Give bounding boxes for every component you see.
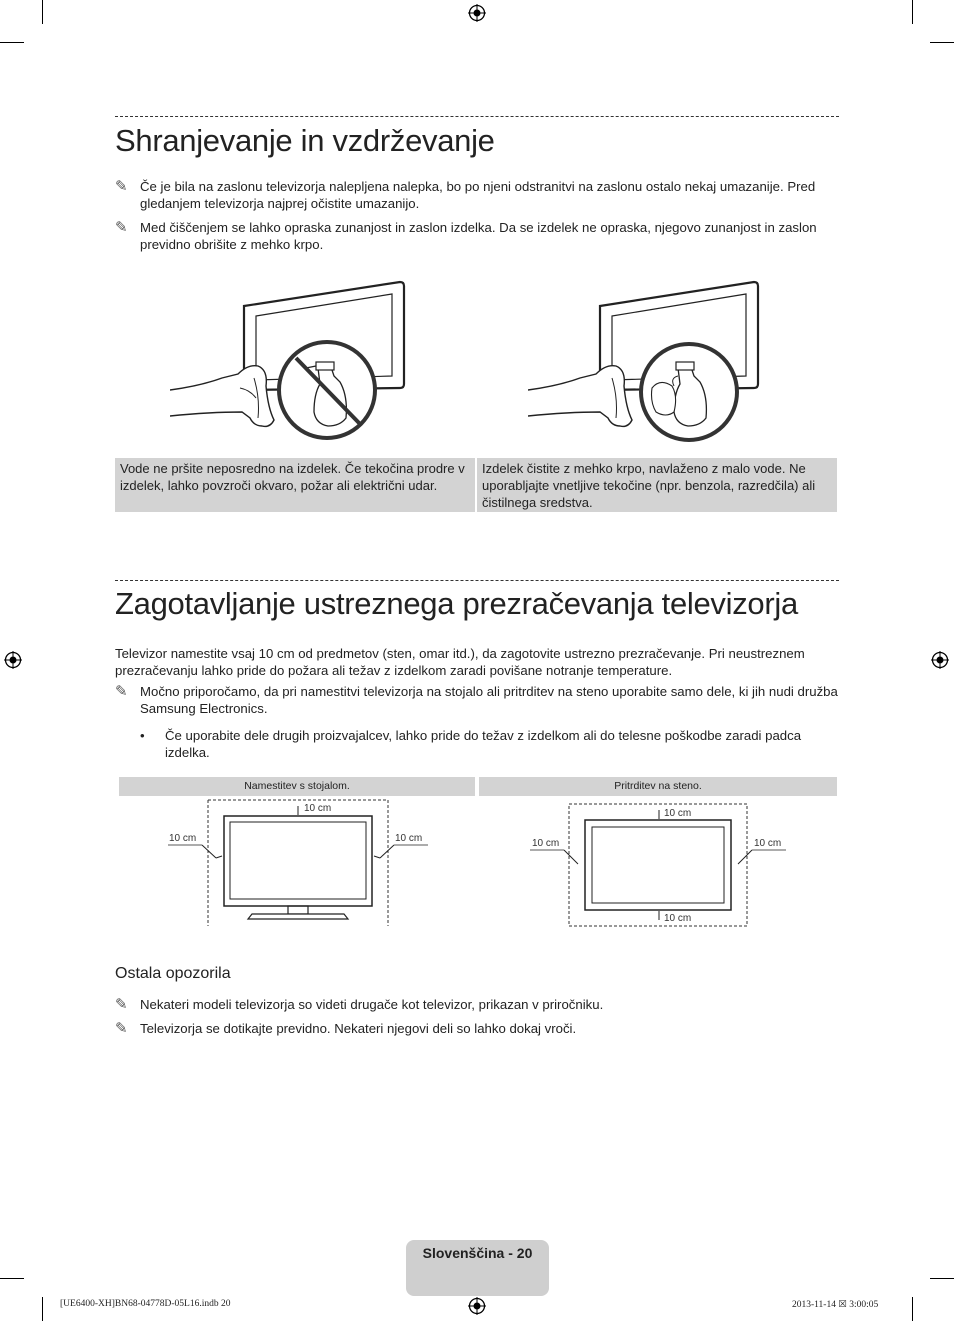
clearance-left-label: 10 cm — [532, 838, 560, 849]
clearance-top-label: 10 cm — [664, 808, 692, 819]
note-hot-parts — [115, 1020, 839, 1037]
no-spray-illustration — [170, 278, 410, 446]
crop-mark — [42, 1297, 43, 1321]
caption-soft-cloth: Izdelek čistite z mehko krpo, navlaženo z malo vode. Ne uporabljajte vnetljive tekočine (npr. benzola, razredčila) ali čistilnega sredstva. — [477, 458, 837, 512]
crop-mark — [42, 0, 43, 24]
section-divider — [115, 116, 839, 117]
registration-mark-icon — [931, 651, 949, 669]
clearance-right-label: 10 cm — [754, 838, 782, 849]
section-title-ventilation: Zagotavljanje ustreznega prezračevanja televizorja — [115, 586, 798, 621]
clearance-top-label: 10 cm — [304, 803, 332, 814]
crop-mark — [912, 1297, 913, 1321]
note-text: Med čiščenjem se lahko opraska zunanjost in zaslon izdelka. Da se izdelek ne opraska, njegovo zunanjost in zaslon previdno obrišite z mehko krpo. — [140, 220, 817, 252]
section-title-storage: Shranjevanje in vzdrževanje — [115, 123, 495, 158]
note-text: Če je bila na zaslonu televizorja nalepljena nalepka, bo po njeni odstranitvi na zaslonu ostalo nekaj umazanije. Pred gledanjem televizorja najprej očistite umazanijo. — [140, 179, 816, 211]
crop-mark — [0, 1278, 24, 1279]
crop-mark — [912, 0, 913, 24]
bullet-icon: • — [140, 728, 145, 743]
print-file-info: [UE6400-XH]BN68-04778D-05L16.indb 20 — [60, 1299, 231, 1309]
caption-no-spray: Vode ne pršite neposredno na izdelek. Če tekočina prodre v izdelek, lahko povzroči okvaro, požar ali električni udar. — [115, 458, 475, 512]
note-model-appearance — [115, 996, 839, 1013]
crop-mark — [930, 1278, 954, 1279]
note-pencil-icon: ✎ — [115, 1020, 128, 1037]
note-pencil-icon: ✎ — [115, 996, 128, 1013]
bullet-other-parts — [140, 727, 839, 761]
note-text: Nekateri modeli televizorja so videti drugače kot televizor, prikazan v priročniku. — [140, 997, 604, 1012]
note-pencil-icon: ✎ — [115, 683, 128, 700]
note-cleaning — [115, 219, 839, 253]
bullet-text: Če uporabite dele drugih proizvajalcev, lahko pride do težav z izdelkom ali do telesne poškodbe zaradi padca izdelka. — [165, 728, 802, 760]
note-text: Močno priporočamo, da pri namestitvi televizorja na stojalo ali pritrditev na steno uporabite samo dele, ki jih nudi družba Samsung Electronics. — [140, 684, 838, 716]
ventilation-paragraph: Televizor namestite vsaj 10 cm od predmetov (sten, omar itd.), da zagotovite ustrezno prezračevanje. Pri neustreznem prezračevanju lahko pride do požara ali težav z izdelkom zaradi povišane notranje temperature. — [115, 646, 805, 678]
registration-mark-icon — [4, 651, 22, 669]
soft-cloth-illustration — [528, 278, 768, 446]
subsection-title-other-warnings: Ostala opozorila — [115, 965, 231, 982]
section-divider — [115, 580, 839, 581]
clearance-bottom-label: 10 cm — [664, 913, 692, 924]
registration-mark-icon — [468, 4, 486, 22]
note-sticker — [115, 178, 839, 212]
note-pencil-icon: ✎ — [115, 219, 128, 236]
wall-mount-diagram — [528, 798, 798, 930]
registration-mark-icon — [468, 1297, 486, 1315]
crop-mark — [0, 42, 24, 43]
note-pencil-icon: ✎ — [115, 178, 128, 195]
figure-label-stand: Namestitev s stojalom. — [119, 777, 475, 796]
note-samsung-parts — [115, 683, 839, 717]
stand-installation-diagram — [160, 798, 450, 928]
figure-label-wall: Pritrditev na steno. — [479, 777, 837, 796]
crop-mark — [930, 42, 954, 43]
print-timestamp: 2013-11-14 ☒ 3:00:05 — [792, 1300, 879, 1310]
note-text: Televizorja se dotikajte previdno. Nekateri njegovi deli so lahko dokaj vroči. — [140, 1021, 577, 1036]
page-number: Slovenščina - 20 — [422, 1245, 533, 1261]
clearance-right-label: 10 cm — [395, 833, 423, 844]
clearance-left-label: 10 cm — [169, 833, 197, 844]
